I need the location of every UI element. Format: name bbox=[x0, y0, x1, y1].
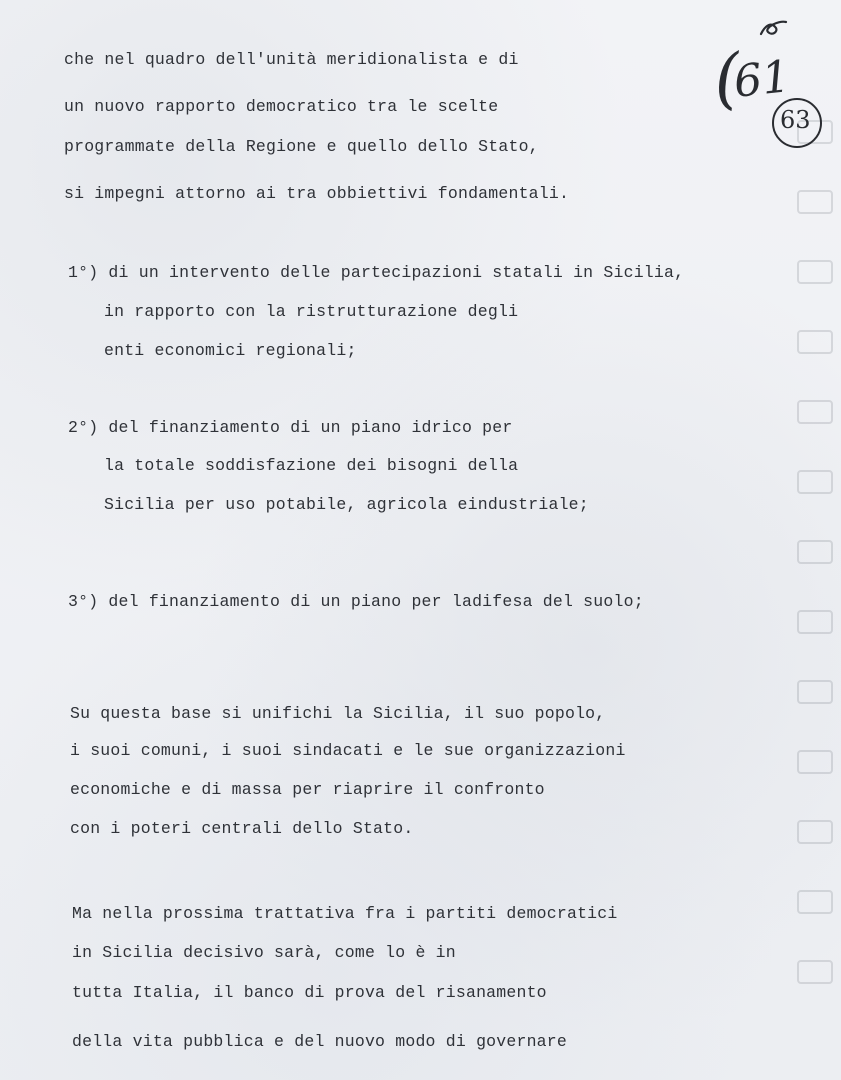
text-line: con i poteri centrali dello Stato. bbox=[70, 819, 414, 838]
text-line: tutta Italia, il banco di prova del risanamento bbox=[72, 983, 547, 1002]
circled-page-number-value: 63 bbox=[780, 106, 811, 134]
text-line: in Sicilia decisivo sarà, come lo è in bbox=[72, 943, 456, 962]
text-line: 2°) del finanziamento di un piano idrico per bbox=[68, 418, 513, 437]
text-line: i suoi comuni, i suoi sindacati e le sue organizzazioni bbox=[70, 741, 626, 760]
text-line: economiche e di massa per riaprire il confronto bbox=[70, 780, 545, 799]
text-line: 3°) del finanziamento di un piano per ladifesa del suolo; bbox=[68, 592, 644, 611]
circled-page-number bbox=[772, 98, 822, 148]
text-line: Sicilia per uso potabile, agricola eindustriale; bbox=[104, 495, 589, 514]
side-stamp-strip bbox=[789, 120, 835, 1070]
text-line: programmate della Regione e quello dello Stato, bbox=[64, 137, 539, 156]
text-line: Ma nella prossima trattativa fra i partiti democratici bbox=[72, 904, 618, 923]
text-line: in rapporto con la ristrutturazione degli bbox=[104, 302, 519, 321]
handwritten-mark bbox=[758, 16, 790, 40]
text-line: Su questa base si unifichi la Sicilia, il suo popolo, bbox=[70, 704, 606, 723]
text-line: la totale soddisfazione dei bisogni della bbox=[104, 456, 519, 475]
text-line: si impegni attorno ai tra obbiettivi fondamentali. bbox=[64, 184, 570, 203]
handwritten-page-number: ( 61 bbox=[711, 39, 793, 118]
text-line: un nuovo rapporto democratico tra le scelte bbox=[64, 97, 499, 116]
text-line: della vita pubblica e del nuovo modo di governare bbox=[72, 1032, 567, 1051]
text-line: 1°) di un intervento delle partecipazioni statali in Sicilia, bbox=[68, 263, 685, 282]
text-line: enti economici regionali; bbox=[104, 341, 357, 360]
handwritten-page-number-value: 61 bbox=[731, 51, 793, 108]
text-line: che nel quadro dell'unità meridionalista e di bbox=[64, 50, 519, 69]
